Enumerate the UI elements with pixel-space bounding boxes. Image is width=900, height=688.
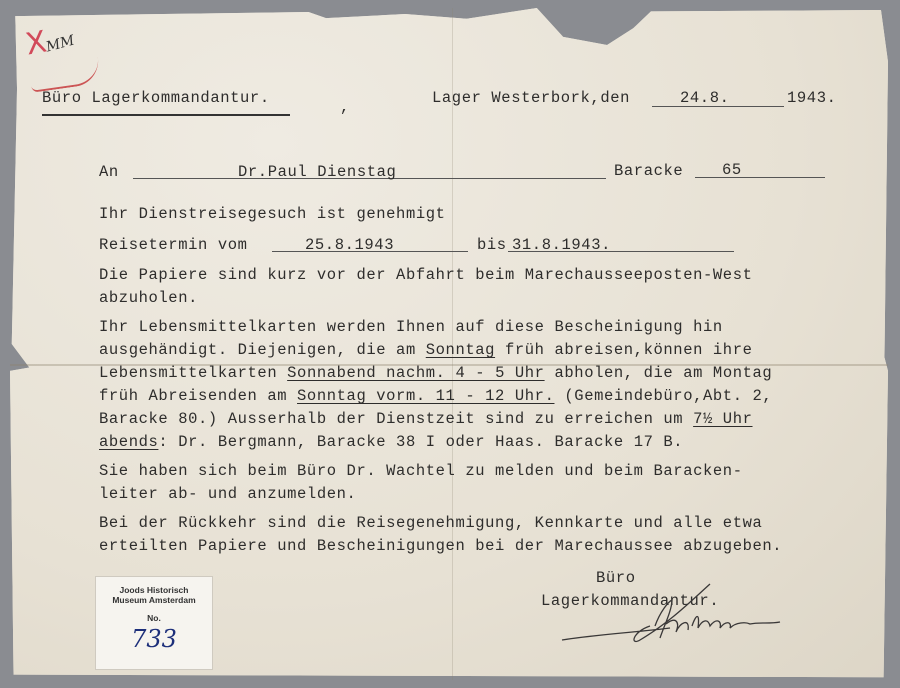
museum-label-no: No. (147, 613, 161, 623)
approval-text: Ihr Dienstreisegesuch ist genehmigt (99, 205, 446, 223)
recipient-name: Dr.Paul Dienstag (238, 163, 397, 181)
report-line-1: Sie haben sich beim Büro Dr. Wachtel zu melden und beim Baracken- (99, 462, 743, 480)
office-heading: Büro Lagerkommandantur. (42, 89, 270, 107)
date-day: 24.8. (680, 89, 730, 107)
date-from: 25.8.1943 (305, 236, 395, 254)
papers-line-1: Die Papiere sind kurz vor der Abfahrt beim Marechausseeposten-West (99, 266, 753, 284)
food-line-5: Baracke 80.) Ausserhalb der Dienstzeit sind zu erreichen um 7½ Uhr (99, 410, 753, 428)
report-line-2: leiter ab- und anzumelden. (99, 485, 357, 503)
papers-line-2: abzuholen. (99, 289, 199, 307)
an-label: An (99, 163, 119, 181)
barrack-number: 65 (722, 161, 742, 179)
museum-label-line-1: Joods Historisch (119, 585, 189, 595)
food-line-3: Lebensmittelkarten Sonnabend nachm. 4 - 5 Uhr abholen, die am Montag (99, 364, 773, 382)
closing-line-1: Büro (596, 569, 636, 587)
museum-label-number: 733 (131, 625, 177, 653)
food-line-6: abends: Dr. Bergmann, Baracke 38 I oder Haas. Baracke 17 B. (99, 433, 684, 451)
red-x-mark: X (23, 24, 50, 63)
place-text: Lager Westerbork,den (432, 89, 631, 107)
office-underline (42, 114, 290, 116)
pencil-note: MM (44, 32, 77, 56)
reisetermin-label: Reisetermin vom (99, 236, 248, 254)
food-line-4: früh Abreisenden am Sonntag vorm. 11 - 12 Uhr. (Gemeindebüro,Abt. 2, (99, 387, 773, 405)
date-line (652, 106, 784, 107)
return-line-2: erteilten Papiere und Bescheinigungen bei der Marechaussee abzugeben. (99, 537, 783, 555)
food-line-2: ausgehändigt. Diejenigen, die am Sonntag früh abreisen,können ihre (99, 341, 753, 359)
date-to: 31.8.1943. (512, 236, 612, 254)
food-line-1: Ihr Lebensmittelkarten werden Ihnen auf diese Bescheinigung hin (99, 318, 723, 336)
date-year: 1943. (787, 89, 837, 107)
barrack-line (695, 177, 825, 178)
stray-comma: , (340, 98, 350, 116)
bis-label: bis (477, 236, 507, 254)
closing-line-2: Lagerkommandantur. (541, 592, 720, 610)
museum-label (95, 576, 213, 670)
return-line-1: Bei der Rückkehr sind die Reisegenehmigung, Kennkarte und alle etwa (99, 514, 763, 532)
museum-label-line-2: Museum Amsterdam (112, 595, 196, 605)
barrack-label: Baracke (614, 162, 684, 180)
handwritten-signature (560, 582, 790, 652)
